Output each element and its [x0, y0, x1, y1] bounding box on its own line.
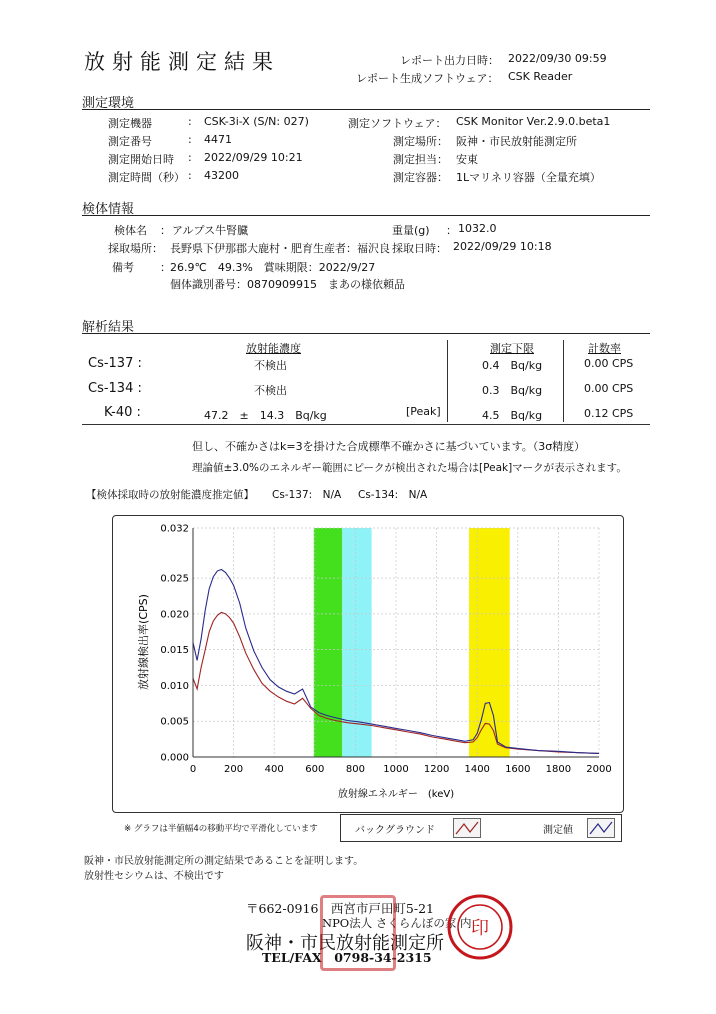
legend-measured-label: 測定値 [543, 825, 573, 836]
analysis-rule [82, 333, 650, 334]
stamp-org-sub: NPO法人 さくらんぼの家 内 [322, 916, 472, 930]
env-value-start: 2022/09/29 10:21 [204, 151, 303, 164]
cert-line2: 放射性セシウムは、不検出です [84, 871, 224, 882]
env-value-place: 阪神・市民放射能測定所 [456, 135, 577, 148]
round-seal-text: 印 [471, 918, 489, 939]
env-colon: : [188, 169, 192, 182]
sample-colon: ： [160, 261, 171, 274]
y-tick-label: 0.032 [160, 523, 189, 535]
nuclide-k40: K-40 : [104, 405, 141, 420]
rate-cs134: 0.00 CPS [584, 382, 634, 395]
env-heading: 測定環境 [82, 96, 135, 111]
legend-background-swatch [453, 818, 481, 838]
env-value-time: 43200 [204, 169, 239, 182]
estimate-cs137: Cs-137: N/A [272, 489, 342, 501]
chart-legend [340, 814, 622, 842]
y-tick-label: 0.010 [160, 680, 189, 692]
col-header-limit: 測定下限 [490, 342, 534, 355]
y-tick-label: 0.005 [160, 716, 189, 728]
rate-cs137: 0.00 CPS [584, 357, 634, 370]
sample-heading: 検体情報 [82, 202, 135, 217]
col-header-concentration: 放射能濃度 [246, 342, 301, 355]
sample-date-label: 採取日時： [392, 242, 447, 255]
estimate-label: 【検体採取時の放射能濃度推定値】 [86, 489, 254, 501]
x-tick-label: 1200 [423, 764, 450, 775]
x-tick-label: 1600 [505, 764, 531, 775]
x-tick-label: 400 [264, 764, 284, 775]
env-label-number: 測定番号 [108, 135, 152, 148]
env-label-start: 測定開始日時 [108, 153, 174, 166]
conc-cs137: 不検出 [254, 359, 287, 372]
cert-line1: 阪神・市民放射能測定所の測定結果であることを証明します。 [84, 856, 364, 867]
sample-colon: ： [446, 224, 457, 237]
analysis-note2: 理論値±3.0%のエネルギー範囲にピークが検出された場合は[Peak]マークが表示されます。 [192, 462, 627, 474]
env-value-staff: 安東 [456, 153, 478, 166]
table-bottom-rule [82, 424, 650, 425]
sample-note2: 個体識別番号：0870909915 まあの様依頼品 [170, 278, 405, 291]
y-tick-label: 0.025 [160, 573, 189, 585]
conc-k40: 47.2 ± 14.3 Bq/kg [204, 409, 327, 422]
col-header-rate: 計数率 [588, 342, 621, 355]
sample-date: 2022/09/29 10:18 [453, 240, 552, 253]
env-colon: : [188, 133, 192, 146]
sample-note-label: 備考 [112, 261, 134, 274]
env-colon: : [188, 115, 192, 128]
sample-place: 長野県下伊那郡大鹿村・肥育生産者：福沢良 [170, 242, 390, 255]
env-label-device: 測定機器 [108, 117, 152, 130]
roi-band-2 [469, 528, 510, 757]
roi-band-0 [314, 528, 342, 757]
env-value-device: CSK-3i-X (S/N: 027) [204, 115, 309, 128]
x-tick-label: 0 [189, 764, 197, 775]
nuclide-cs137: Cs-137 : [88, 356, 142, 371]
report-output-date: 2022/09/30 09:59 [508, 52, 607, 65]
page-title: 放射能測定結果 [84, 50, 280, 74]
report-output-label: レポート出力日時： [400, 54, 499, 67]
env-value-number: 4471 [204, 133, 232, 146]
y-tick-label: 0.020 [160, 609, 189, 621]
stamp-org-name: 阪神・市民放射能測定所 [246, 933, 444, 954]
nuclide-cs134: Cs-134 : [88, 381, 142, 396]
env-label-container: 測定容器： [393, 171, 448, 184]
sample-place-label: 採取場所： [108, 242, 163, 255]
x-tick-label: 2000 [586, 764, 612, 775]
env-rule [82, 109, 650, 110]
sample-colon: ： [160, 224, 171, 237]
env-label-time: 測定時間（秒） [108, 171, 185, 184]
report-software: CSK Reader [508, 70, 573, 83]
limit-k40: 4.5 Bq/kg [482, 409, 543, 422]
chart-footnote: ※ グラフは半値幅4の移動平均で平滑化しています [124, 824, 318, 834]
chart-x-label: 放射線エネルギー (keV) [337, 789, 455, 800]
env-value-software: CSK Monitor Ver.2.9.0.beta1 [456, 115, 611, 128]
env-value-container: 1Lマリネリ容器（全量充填） [456, 171, 601, 184]
peak-k40: [Peak] [406, 405, 441, 418]
sample-weight-label: 重量(g) [392, 224, 430, 237]
spectrum-chart [113, 516, 623, 812]
sample-note1: 26.9℃ 49.3% 賞味期限：2022/9/27 [170, 261, 376, 274]
estimate-cs134: Cs-134: N/A [358, 489, 428, 501]
sample-name-label: 検体名 [114, 224, 147, 237]
chart-y-label: 放射線検出率(CPS) [137, 594, 150, 690]
legend-background-label: バックグラウンド [355, 825, 435, 836]
limit-cs137: 0.4 Bq/kg [482, 359, 543, 372]
y-tick-label: 0.000 [160, 752, 189, 764]
spectrum-chart-frame [112, 515, 624, 813]
sample-rule [82, 215, 650, 216]
conc-cs134: 不検出 [254, 384, 287, 397]
x-tick-label: 1000 [383, 764, 409, 775]
env-label-software: 測定ソフトウェア： [348, 117, 447, 130]
env-colon: : [188, 151, 192, 164]
stamp-address: 〒662-0916 西宮市戸田町5-21 [246, 901, 434, 916]
env-label-staff: 測定担当： [393, 153, 448, 166]
analysis-heading: 解析結果 [82, 320, 135, 335]
x-tick-label: 1400 [464, 764, 490, 775]
round-seal-icon [446, 893, 514, 961]
report-software-label: レポート生成ソフトウェア： [356, 72, 499, 85]
analysis-note1: 但し、不確かさはk=3を掛けた合成標準不確かさに基づいています。（3σ精度） [192, 440, 586, 453]
table-divider [563, 340, 564, 422]
sample-weight: 1032.0 [458, 222, 497, 235]
env-label-place: 測定場所： [393, 135, 448, 148]
limit-cs134: 0.3 Bq/kg [482, 384, 543, 397]
x-tick-label: 200 [224, 764, 244, 775]
y-tick-label: 0.015 [160, 645, 189, 657]
table-divider [447, 340, 448, 422]
x-tick-label: 1800 [545, 764, 572, 775]
rate-k40: 0.12 CPS [584, 407, 634, 420]
sample-name: アルプス牛腎臓 [172, 224, 249, 237]
square-seal-icon [320, 895, 396, 971]
legend-measured-swatch [587, 818, 615, 838]
stamp-tel: TEL/FAX 0798-34-2315 [262, 950, 432, 965]
x-tick-label: 800 [345, 764, 365, 775]
x-tick-label: 600 [305, 764, 325, 775]
